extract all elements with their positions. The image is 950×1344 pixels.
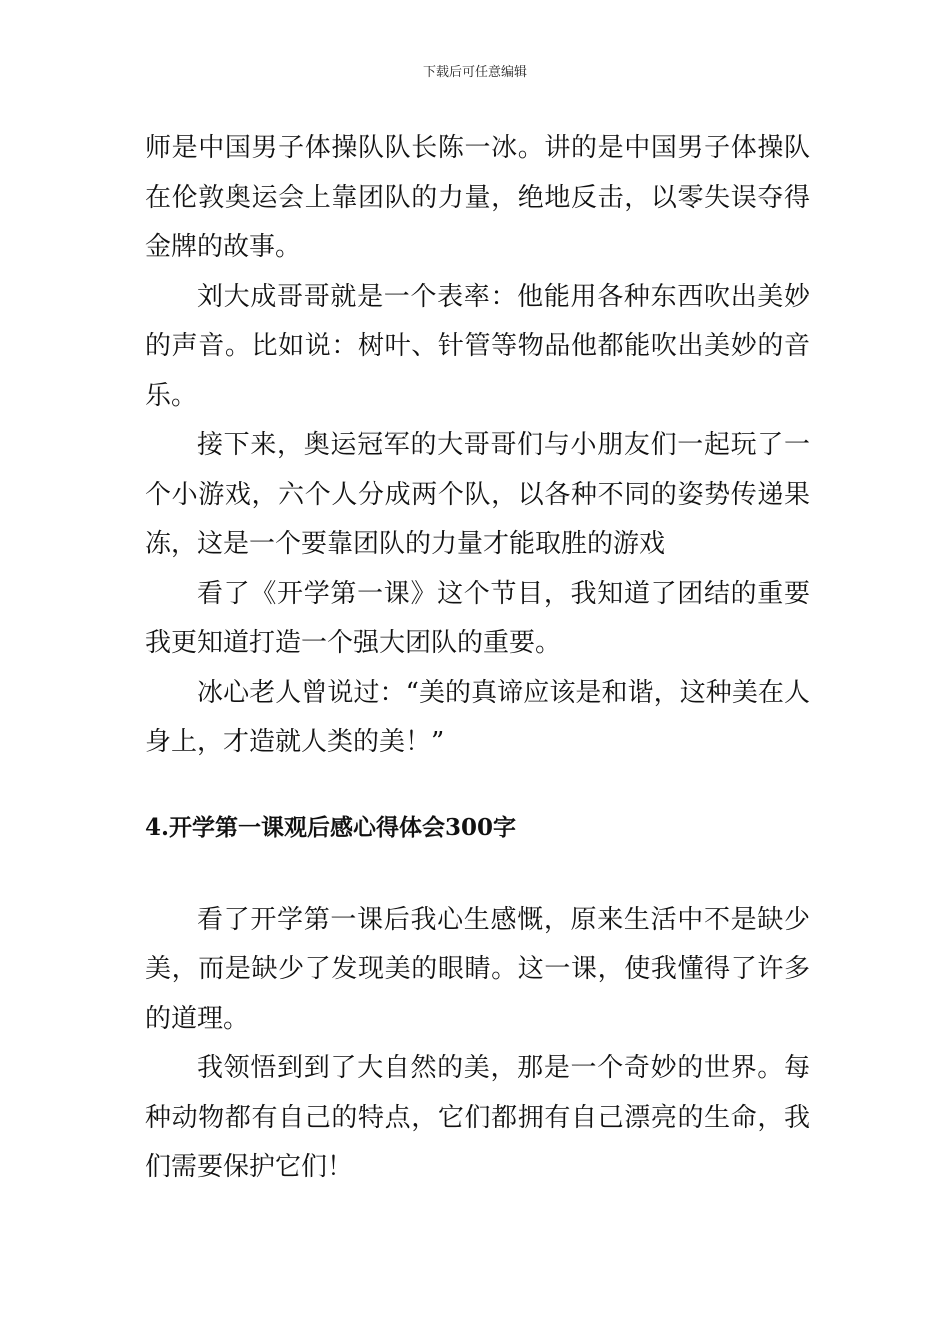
paragraph: 看了《开学第一课》这个节目，我知道了团结的重要我更知道打造一个强大团队的重要。 <box>145 578 810 658</box>
document-body <box>145 124 810 1193</box>
paragraph: 看了开学第一课后我心生感慨，原来生活中不是缺少美，而是缺少了发现美的眼睛。这一课，使我懂得了许多的道理。 <box>145 904 810 1034</box>
paragraph: 刘大成哥哥就是一个表率：他能用各种东西吹出美妙的声音。比如说：树叶、针管等物品他都能吹出美妙的音乐。 <box>145 281 810 411</box>
section-heading: 4.开学第一课观后感心得体会300字 <box>145 813 517 841</box>
paragraph: 我领悟到到了大自然的美，那是一个奇妙的世界。每种动物都有自己的特点，它们都拥有自己漂亮的生命，我们需要保护它们！ <box>145 1053 810 1182</box>
paragraph-continuation: 师是中国男子体操队队长陈一冰。讲的是中国男子体操队在伦敦奥运会上靠团队的力量，绝地反击，以零失误夺得金牌的故事。 <box>145 133 810 262</box>
paragraph: 接下来，奥运冠军的大哥哥们与小朋友们一起玩了一个小游戏，六个人分成两个队，以各种不同的姿势传递果冻，这是一个要靠团队的力量才能取胜的游戏 <box>145 430 810 559</box>
page-header-note: 下载后可任意编辑 <box>422 65 527 80</box>
paragraph: 冰心老人曾说过：“美的真谛应该是和谐，这种美在人身上，才造就人类的美！” <box>145 677 810 757</box>
